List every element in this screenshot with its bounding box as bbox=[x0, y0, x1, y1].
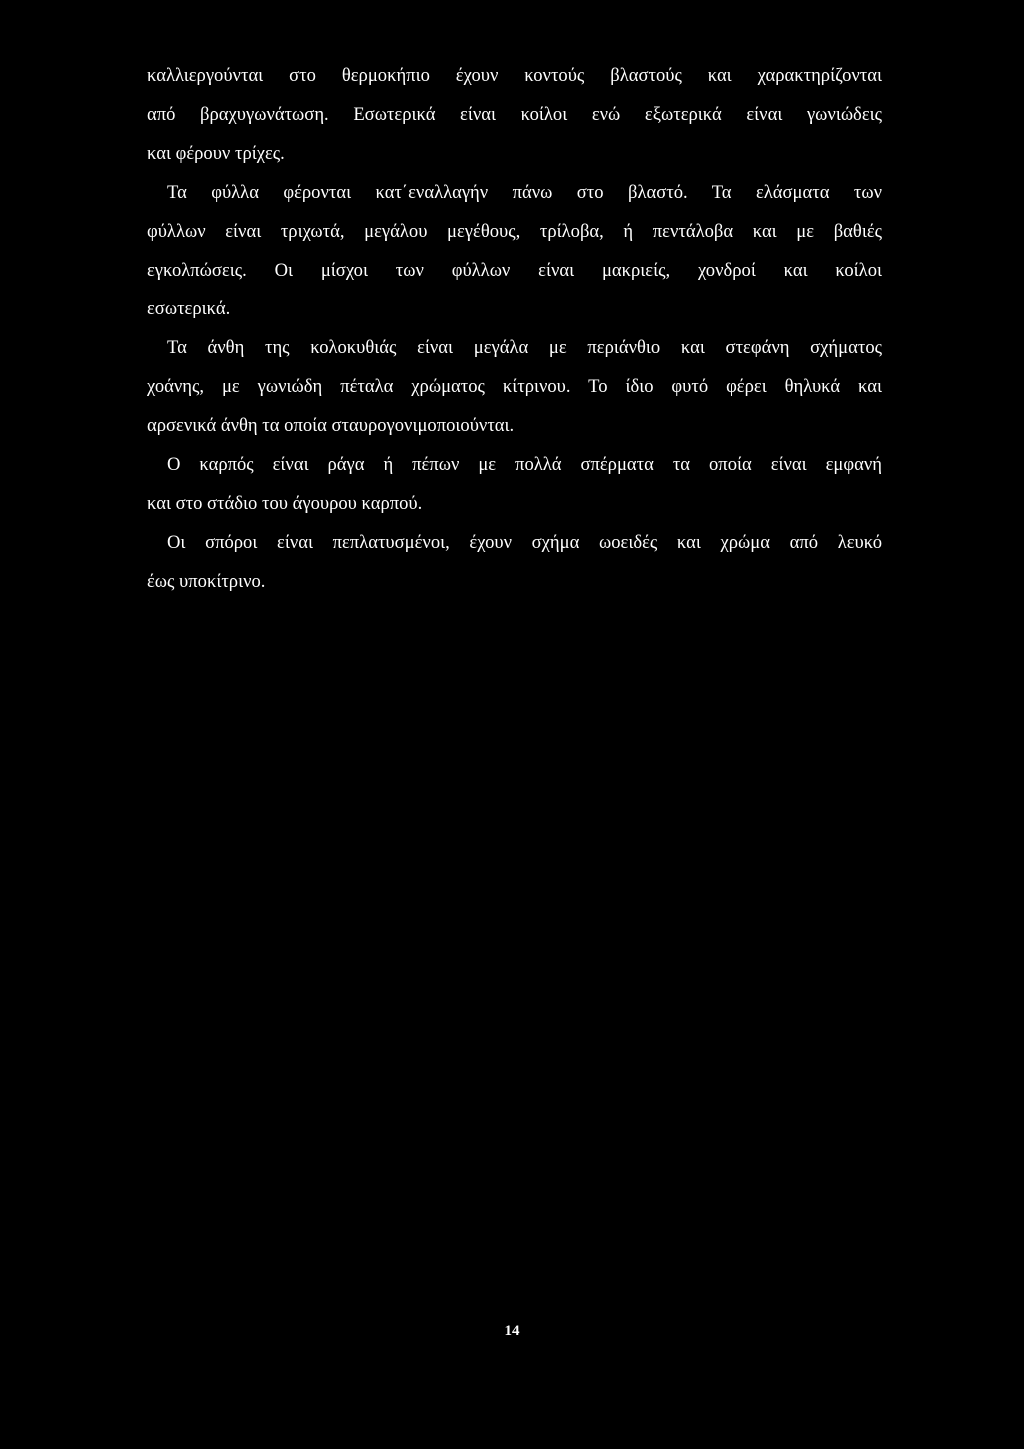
text-line: Ο καρπός είναι ράγα ή πέπων με πολλά σπέρματα τα οποία είναι εμφανή bbox=[167, 454, 882, 476]
paragraph-leaves bbox=[147, 174, 882, 330]
text-line: από βραχυγωνάτωση. Εσωτερικά είναι κοίλοι ενώ εξωτερικά είναι γωνιώδεις bbox=[147, 103, 882, 125]
text-line: καλλιεργούνται στο θερμοκήπιο έχουν κοντούς βλαστούς και χαρακτηρίζονται bbox=[147, 65, 882, 86]
paragraph-flowers bbox=[147, 329, 882, 446]
paragraph-stem bbox=[147, 57, 882, 174]
body-text bbox=[147, 57, 882, 602]
text-line: έως υποκίτρινο. bbox=[147, 570, 266, 592]
text-line: φύλλων είναι τριχωτά, μεγάλου μεγέθους, τρίλοβα, ή πεντάλοβα και με βαθιές bbox=[147, 220, 882, 242]
page-number: 14 bbox=[504, 1323, 520, 1339]
paragraph-seeds bbox=[147, 524, 882, 602]
text-line: Οι σπόροι είναι πεπλατυσμένοι, έχουν σχήμα ωοειδές και χρώμα από λευκό bbox=[167, 531, 882, 553]
text-line: εγκολπώσεις. Οι μίσχοι των φύλλων είναι μακριείς, χονδροί και κοίλοι bbox=[147, 259, 882, 281]
text-line: και φέρουν τρίχες. bbox=[147, 142, 285, 164]
text-line: και στο στάδιο του άγουρου καρπού. bbox=[147, 492, 423, 514]
text-line: εσωτερικά. bbox=[147, 298, 231, 320]
text-line: αρσενικά άνθη τα οποία σταυρογονιμοποιούνται. bbox=[147, 415, 515, 437]
text-line: χοάνης, με γωνιώδη πέταλα χρώματος κίτρινου. Το ίδιο φυτό φέρει θηλυκά και bbox=[147, 376, 882, 398]
text-line: Τα φύλλα φέρονται κατ΄εναλλαγήν πάνω στο βλαστό. Τα ελάσματα των bbox=[167, 181, 882, 203]
text-line: Τα άνθη της κολοκυθιάς είναι μεγάλα με περιάνθιο και στεφάνη σχήματος bbox=[167, 337, 882, 359]
paragraph-fruit bbox=[147, 446, 882, 524]
